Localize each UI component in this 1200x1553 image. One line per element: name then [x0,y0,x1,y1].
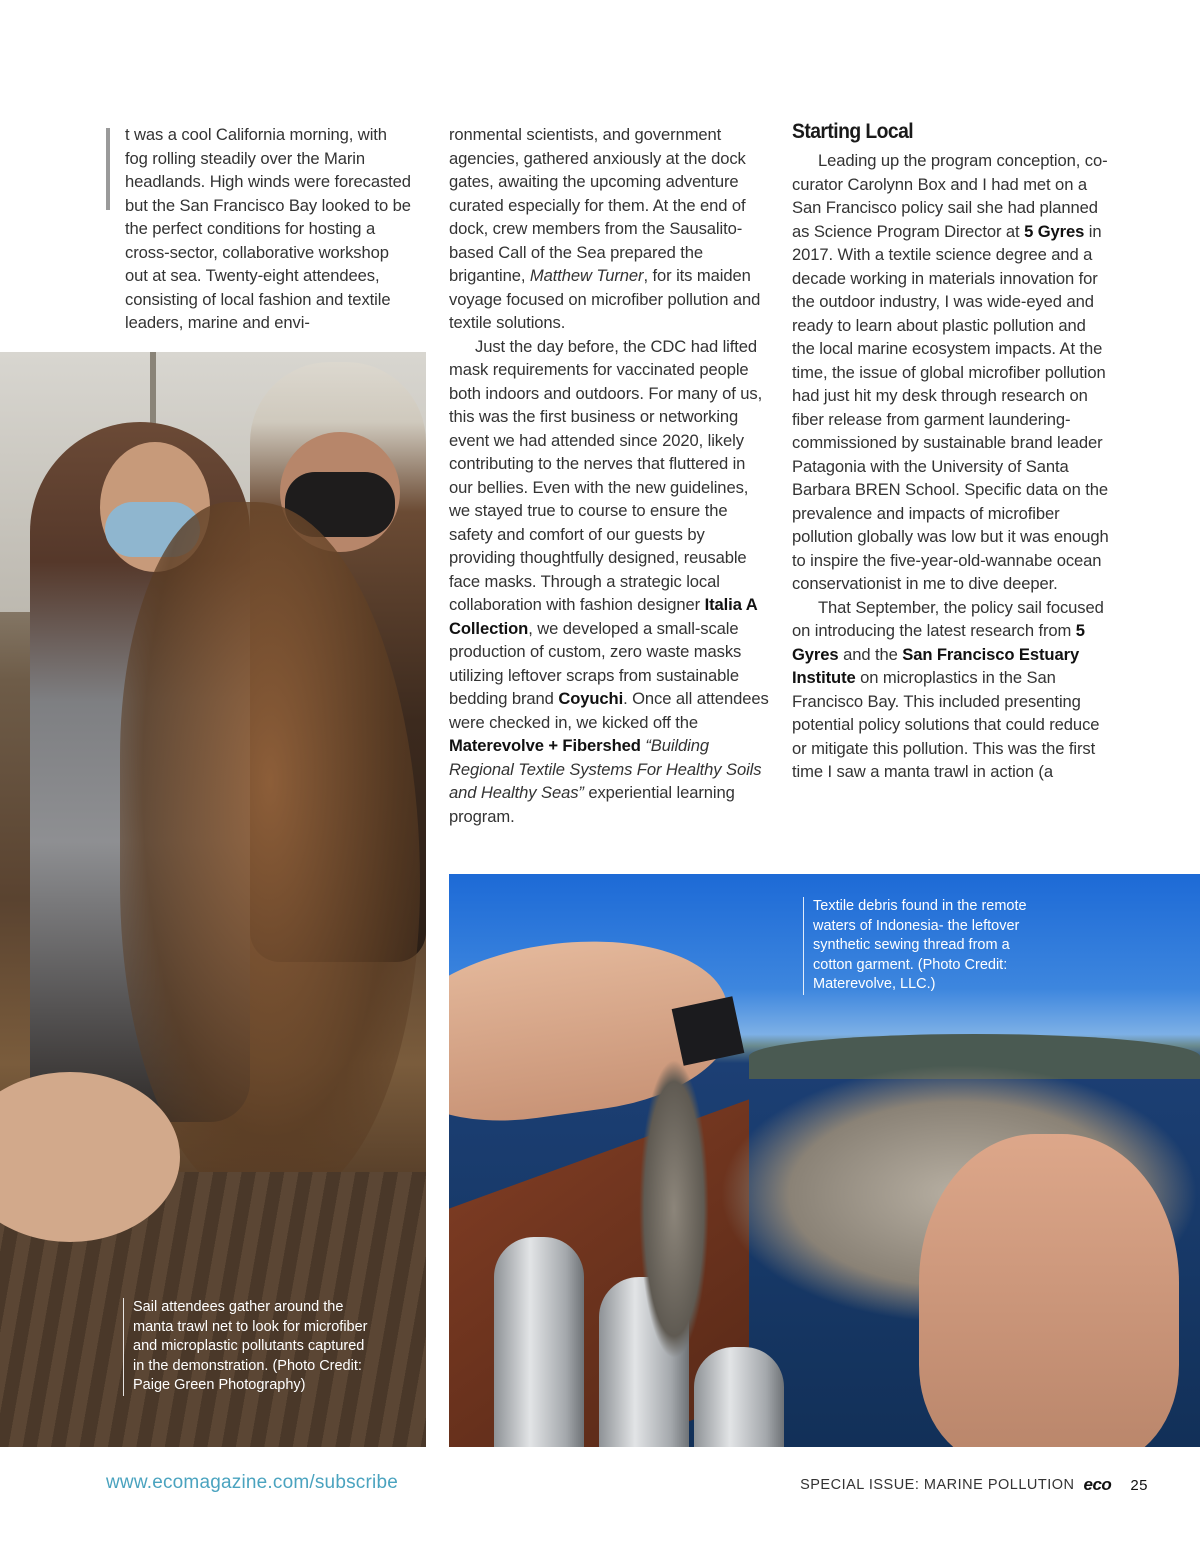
program-title: “Building Regional Textile Systems For Healthy Soils and Healthy Seas” [449,736,762,802]
program-name: Materevolve + Fibershed [449,736,641,755]
brand-name: Coyuchi [558,689,624,708]
eco-logo: eco [1083,1475,1112,1494]
lead-paragraph: t was a cool California morning, with fog rolling steadily over the Marin headlands. High winds were forecasted but the San Francisco Bay looked to be the perfect conditions for hosting a cross-sector, collaborative workshop out at sea. Twenty-eight attendees, consisting of local fashion and textile leaders, marine and envi- [125,125,411,332]
brand-name: Italia A Collection [449,595,757,638]
article-column-2 [449,123,771,828]
article-column-3 [792,118,1112,784]
photo-caption: Textile debris found in the remote waters of Indonesia- the leftover synthetic sewing thread from a cotton garment. (Photo Credit: Materevolve, LLC.) [803,897,1053,995]
section-heading: Starting Local [792,120,914,143]
paragraph: Leading up the program conception, co-curator Carolynn Box and I had met on a San Francisco policy sail she had planned as Science Program Director at 5 Gyres in 2017. With a textile science degree and a decade working in materials innovation for the outdoor industry, I was wide-eyed and ready to learn about plastic pollution and the local marine ecosystem impacts. At the time, the issue of global microfiber pollution had just hit my desk through research on fiber release from garment laundering- commissioned by sustainable brand leader Patagonia with the University of Santa Barbara BREN School. Specific data on the prevalence and impacts of microfiber pollution globally was low but it was enough to inspire the five-year-old-wannabe ocean conservationist in me to dive deeper. [792,151,1109,593]
subscribe-link[interactable]: www.ecomagazine.com/subscribe [106,1472,398,1493]
paragraph: Just the day before, the CDC had lifted mask requirements for vaccinated people both indoors and outdoors. For many of us, this was the first business or networking event we had attended since 2020, likely contributing to the nerves that fluttered in our bellies. Even with the new guidelines, we stayed true to course to ensure the safety and comfort of our guests by providing thoughtfully designed, reusable face masks. Through a strategic local collaboration with fashion designer Italia A Collection, we developed a small-scale production of custom, zero waste masks utilizing leftover scraps from sustainable bedding brand Coyuchi. Once all attendees were checked in, we kicked off the Materevolve + Fibershed “Building Regional Textile Systems For Healthy Soils and Healthy Seas” experiential learning program. [449,336,769,826]
org-name: San Francisco Estuary Institute [792,644,1080,687]
photo-sail-attendees [0,352,426,1447]
org-name: 5 Gyres [1024,221,1085,241]
paragraph: That September, the policy sail focused on introducing the latest research from 5 Gyres and the San Francisco Estuary Institute on microplastics in the San Francisco Bay. This included presenting potential policy solutions that could reduce or mitigate this pollution. This was the first time I saw a manta trawl in action (a [792,597,1104,781]
photo-caption: Sail attendees gather around the manta trawl net to look for microfiber and microplastic pollutants captured in the demonstration. (Photo Credit: Paige Green Photography) [123,1298,373,1396]
org-name: 5 Gyres [792,621,1085,664]
paragraph: ronmental scientists, and government agencies, gathered anxiously at the dock gates, awaiting the upcoming adventure curated especially for them. At the end of dock, crew members from the Sausalito-based Call of the Sea prepared the brigantine, Matthew Turner, for its maiden voyage focused on microfiber pollution and textile solutions. [449,125,761,332]
ship-name: Matthew Turner [529,266,644,285]
footer-issue-info [800,1475,1148,1495]
issue-label: SPECIAL ISSUE: MARINE POLLUTION [800,1477,1075,1493]
page-number: 25 [1130,1476,1148,1494]
article-column-1 [106,123,411,335]
